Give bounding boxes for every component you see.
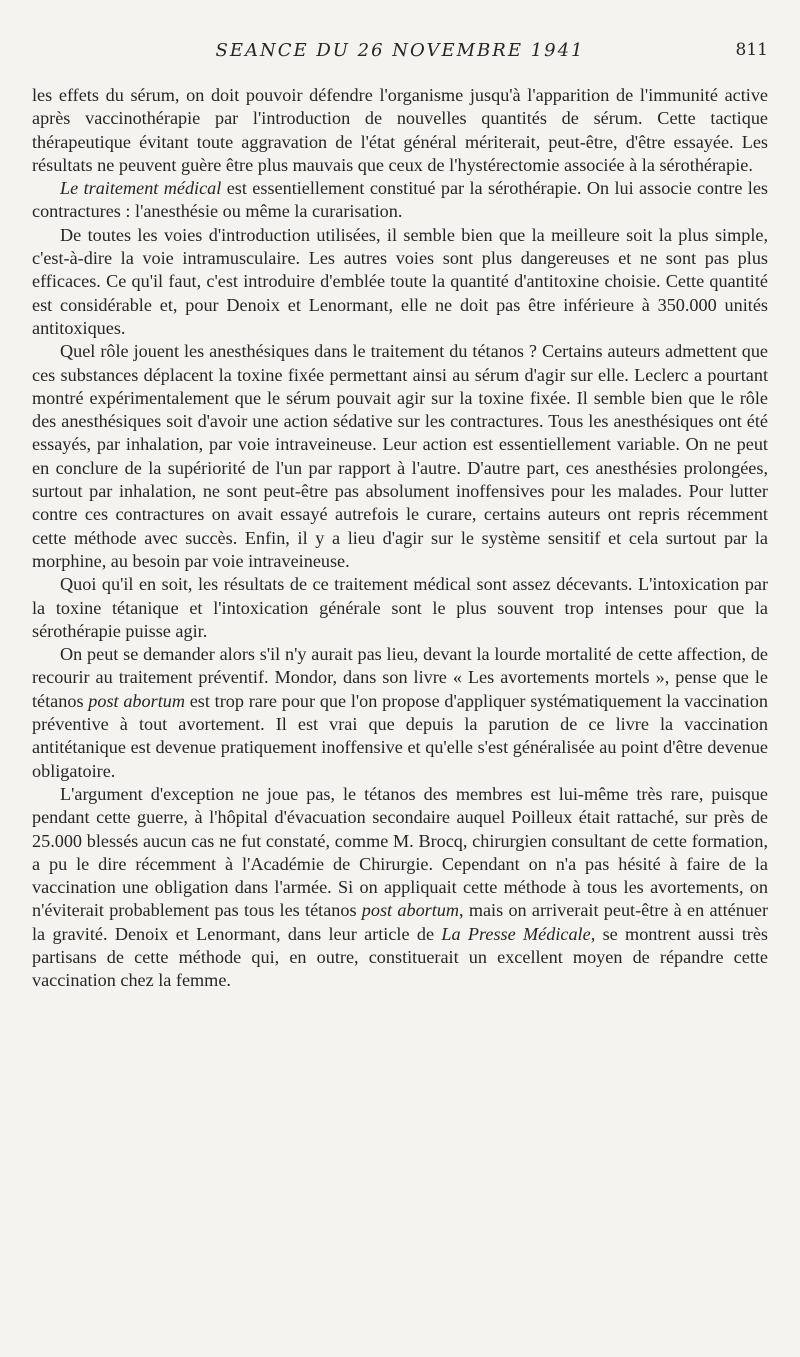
- paragraph: [32, 573, 768, 643]
- text-run: , se montrent aussi très partisans de cette méthode qui, en outre, constituerait un excellent moyen de répandre cette vaccination chez la femme.: [32, 923, 768, 991]
- italic-text: Le traitement médical: [60, 178, 222, 199]
- italic-text: post abortum: [88, 690, 185, 711]
- text-run: , mais on arriverait peut-être à en atténuer la gravité. Denoix et Lenormant, dans leur article de: [32, 900, 769, 944]
- text-run: Quoi qu'il en soit, les résultats de ce traitement médical sont assez décevants. L'intoxication par la toxine tétanique et l'intoxication générale sont le plus souvent trop intenses pour que la sérothérapie puisse agir.: [32, 574, 768, 641]
- text-run: De toutes les voies d'introduction utilisées, il semble bien que la meilleure soit la plus simple, c'est-à-dire la voie intramusculaire. Les autres voies sont plus dangereuses et ne sont pas plus efficaces. Ce qu'il faut, c'est introduire d'emblée toute la quantité d'antitoxine choisie. Cette quantité est considérable et, pour Denoix et Lenormant, elle ne doit pas être inférieure à 350.000 unités antitoxiques.: [32, 224, 768, 338]
- paragraph: [32, 783, 768, 993]
- italic-text: post abortum: [361, 900, 460, 921]
- page-number: 811: [735, 40, 768, 60]
- paragraph: [32, 224, 768, 340]
- paragraph: [32, 177, 768, 224]
- paragraph: [32, 84, 768, 177]
- text-run: est trop rare pour que l'on propose d'appliquer systématiquement la vaccination préventive à tout avortement. Il est vrai que depuis la parution de ce livre la vaccination antitétanique est devenue pratiquement inoffensive et qu'elle s'est généralisée au point d'être devenue obligatoire.: [32, 690, 768, 781]
- article-body: [32, 84, 768, 993]
- page-header: [32, 40, 768, 64]
- text-run: On peut se demander alors s'il n'y aurait pas lieu, devant la lourde mortalité de cette affection, de recourir au traitement préventif. Mondor, dans son livre « Les avortements mortels », pense que le tétanos: [32, 644, 768, 711]
- running-title: SEANCE DU 26 NOVEMBRE 1941: [215, 40, 585, 61]
- text-run: Quel rôle jouent les anesthésiques dans le traitement du tétanos ? Certains auteurs admettent que ces substances déplacent la toxine fixée permettant ainsi au sérum d'agir sur elle. Leclerc a pourtant montré expérimentalement que le sérum pouvait agir sur la toxine fixée. Il semble bien que le rôle des anesthésiques soit d'avoir une action sédative sur les contractures. Tous les anesthésiques ont été essayés, par inhalation, par voie intraveineuse. Leur action est essentiellement variable. On ne peut en conclure de la supériorité de l'un par rapport à l'autre. D'autre part, ces anesthésies prolongées, surtout par inhalation, ne sont peut-être pas absolument inoffensives pour les malades. Pour lutter contre ces contractures on avait essayé autrefois le curare, certains auteurs ont repris récemment cette méthode avec succès. Enfin, il y a lieu d'agir sur le système sensitif et cela surtout par la morphine, au besoin par voie intraveineuse.: [32, 341, 768, 571]
- text-run: les effets du sérum, on doit pouvoir défendre l'organisme jusqu'à l'apparition de l'immunité active après vaccinothérapie par l'introduction de nouvelles quantités de sérum. Cette tactique thérapeutique évitant toute aggravation de l'état général mériterait, peut-être, d'être essayée. Les résultats ne peuvent guère être plus mauvais que ceux de l'hystérectomie associée à la sérothérapie.: [32, 85, 768, 175]
- paragraph: [32, 340, 768, 573]
- text-run: est essentiellement constitué par la sérothérapie. On lui associe contre les contractures : l'anesthésie ou même la curarisation.: [32, 178, 768, 222]
- italic-text: La Presse Médicale: [441, 923, 591, 944]
- text-run: L'argument d'exception ne joue pas, le tétanos des membres est lui-même très rare, puisque pendant cette guerre, à l'hôpital d'évacuation secondaire auquel Poilleux était rattaché, sur près de 25.000 blessés aucun cas ne fut constaté, comme M. Brocq, chirurgien consultant de cette formation, a pu le dire récemment à l'Académie de Chirurgie. Cependant on n'a pas hésité à faire de la vaccination une obligation dans l'armée. Si on appliquait cette méthode à tous les avortements, on n'éviterait probablement pas tous les tétanos: [32, 783, 768, 921]
- paragraph: [32, 643, 768, 783]
